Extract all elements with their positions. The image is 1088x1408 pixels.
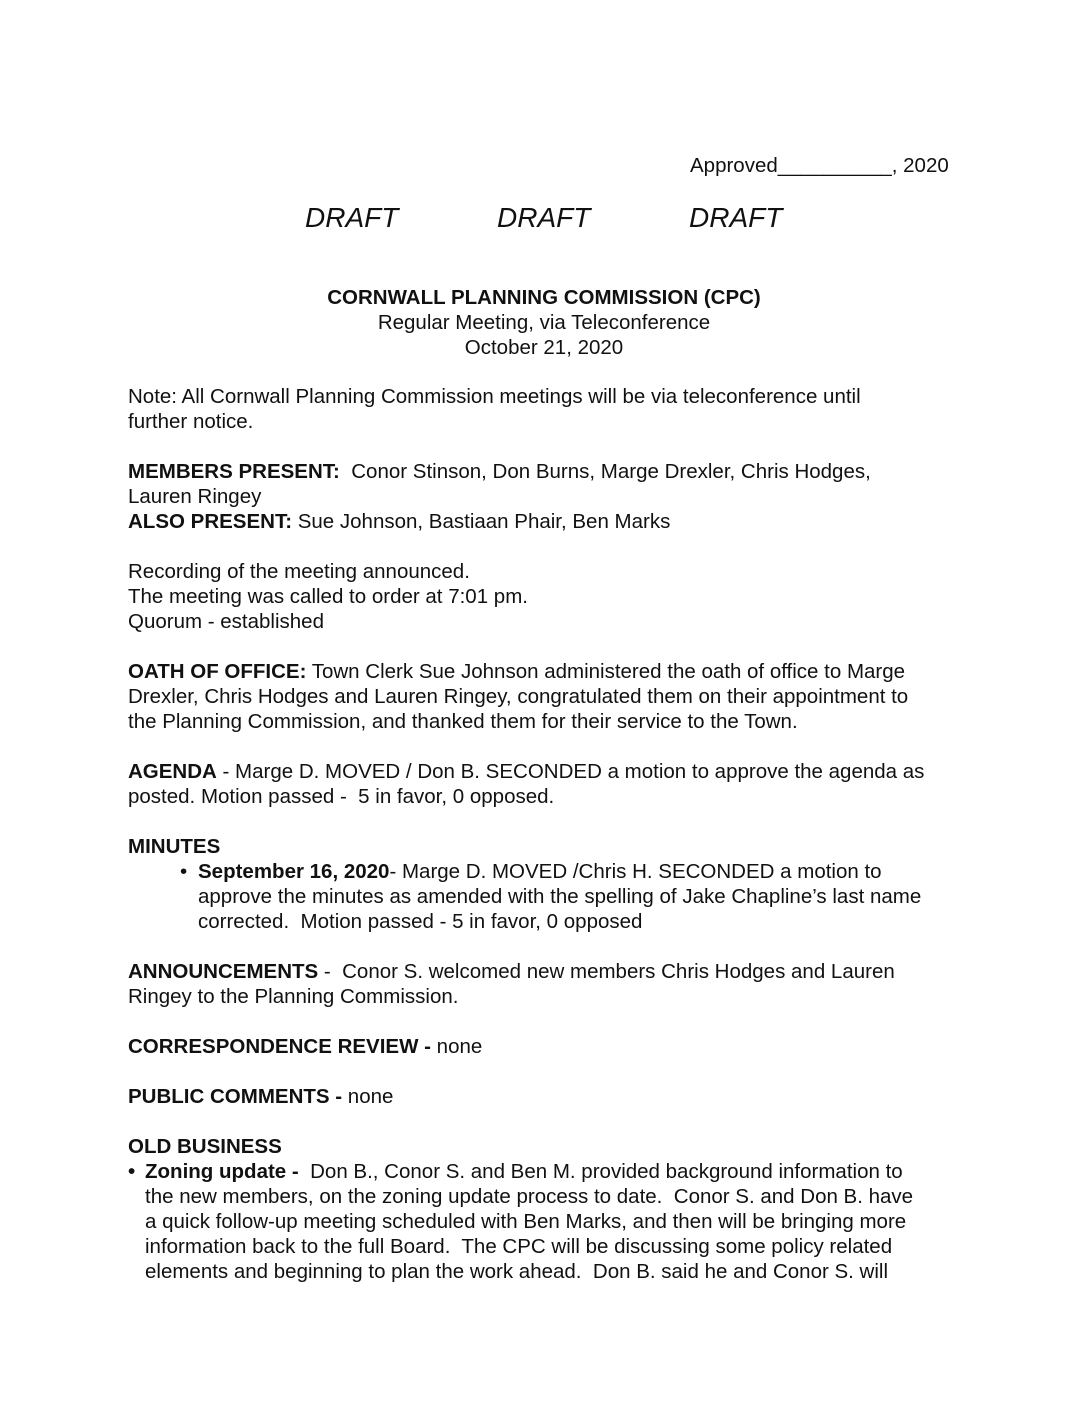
oath-text: Drexler, Chris Hodges and Lauren Ringey, congratulated them on their appointment to xyxy=(128,685,909,708)
oath-label: OATH OF OFFICE: xyxy=(128,660,307,683)
oath-text: Town Clerk Sue Johnson administered the oath of office to Marge xyxy=(306,660,906,683)
members-present-label: MEMBERS PRESENT: xyxy=(128,460,340,483)
old-business-item-text: elements and beginning to plan the work ahead. Don B. said he and Conor S. will xyxy=(145,1260,889,1283)
draft-mark-1: DRAFT xyxy=(305,202,399,233)
public-comments-section xyxy=(128,1084,968,1109)
old-business-item-text: information back to the full Board. The CPC will be discussing some policy related xyxy=(145,1235,893,1258)
document-header xyxy=(0,285,1088,360)
document-body xyxy=(128,384,968,1284)
note-line: Note: All Cornwall Planning Commission meetings will be via teleconference until xyxy=(128,385,861,408)
call-to-order-line: The meeting was called to order at 7:01 pm. xyxy=(128,585,528,608)
recording-line: Recording of the meeting announced. xyxy=(128,560,470,583)
announcements-text: Ringey to the Planning Commission. xyxy=(128,985,459,1008)
old-business-item-label: Zoning update - xyxy=(145,1160,305,1183)
old-business-item-text: a quick follow-up meeting scheduled with Ben Marks, and then will be bringing more xyxy=(145,1210,907,1233)
minutes-item-date: September 16, 2020 xyxy=(198,860,390,883)
correspondence-section xyxy=(128,1034,968,1059)
minutes-item-text: approve the minutes as amended with the spelling of Jake Chapline’s last name xyxy=(198,885,922,908)
approval-line: Approved__________, 2020 xyxy=(690,154,949,177)
old-business-item xyxy=(128,1159,968,1284)
opening-section xyxy=(128,559,968,634)
note-paragraph xyxy=(128,384,968,434)
meeting-type: Regular Meeting, via Teleconference xyxy=(377,311,711,334)
quorum-line: Quorum - established xyxy=(128,610,324,633)
document-title: CORNWALL PLANNING COMMISSION (CPC) xyxy=(327,286,761,309)
minutes-item-text: corrected. Motion passed - 5 in favor, 0 opposed xyxy=(198,910,643,933)
oath-section xyxy=(128,659,968,734)
members-present-names: Conor Stinson, Don Burns, Marge Drexler, Chris Hodges, xyxy=(339,460,871,483)
agenda-text: - Marge D. MOVED / Don B. SECONDED a motion to approve the agenda as xyxy=(216,760,925,783)
meeting-date: October 21, 2020 xyxy=(464,336,624,359)
attendance-section xyxy=(128,459,968,534)
correspondence-text: none xyxy=(430,1035,483,1058)
note-line: further notice. xyxy=(128,410,254,433)
announcements-text: - Conor S. welcomed new members Chris Hodges and Lauren xyxy=(318,960,895,983)
old-business-item-text: Don B., Conor S. and Ben M. provided background information to xyxy=(304,1160,903,1183)
draft-watermark-row xyxy=(0,200,1088,236)
announcements-label: ANNOUNCEMENTS xyxy=(128,960,319,983)
minutes-section xyxy=(128,834,968,934)
agenda-label: AGENDA xyxy=(128,760,217,783)
public-comments-text: none xyxy=(342,1085,394,1108)
correspondence-label: CORRESPONDENCE REVIEW - xyxy=(128,1035,431,1058)
also-present-label: ALSO PRESENT: xyxy=(128,510,293,533)
oath-text: the Planning Commission, and thanked them for their service to the Town. xyxy=(128,710,798,733)
public-comments-label: PUBLIC COMMENTS - xyxy=(128,1085,343,1108)
minutes-heading: MINUTES xyxy=(128,835,221,858)
old-business-item-text: the new members, on the zoning update process to date. Conor S. and Don B. have xyxy=(145,1185,914,1208)
old-business-heading: OLD BUSINESS xyxy=(128,1135,282,1158)
old-business-section xyxy=(128,1134,968,1284)
draft-mark-2: DRAFT xyxy=(497,202,591,233)
members-present-line xyxy=(128,459,968,484)
minutes-item-text: - Marge D. MOVED /Chris H. SECONDED a motion to xyxy=(389,860,882,883)
also-present-names: Sue Johnson, Bastiaan Phair, Ben Marks xyxy=(292,510,671,533)
agenda-section xyxy=(128,759,968,809)
announcements-section xyxy=(128,959,968,1009)
members-present-continued: Lauren Ringey xyxy=(128,485,262,508)
minutes-item xyxy=(180,859,968,934)
agenda-text: posted. Motion passed - 5 in favor, 0 opposed. xyxy=(128,785,555,808)
also-present-line xyxy=(128,509,968,534)
draft-mark-3: DRAFT xyxy=(689,202,783,233)
